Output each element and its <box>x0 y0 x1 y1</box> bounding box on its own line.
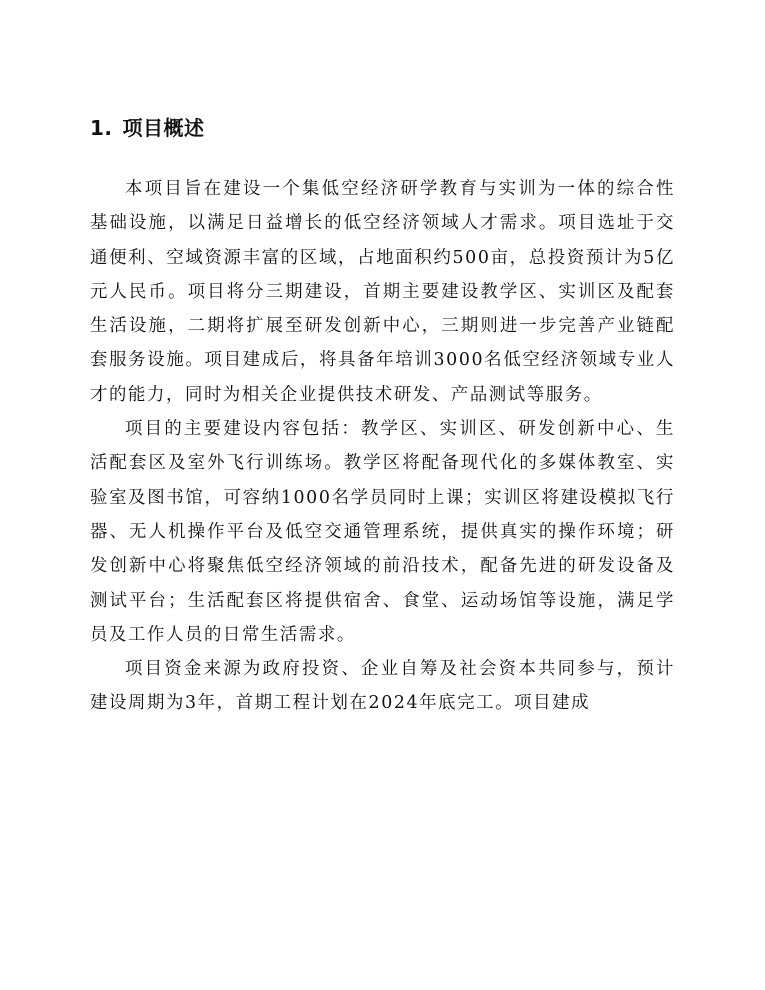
body-text <box>90 172 675 721</box>
paragraph-overview: 本项目旨在建设一个集低空经济研学教育与实训为一体的综合性基础设施，以满足日益增长的低空经济领域人才需求。项目选址于交通便利、空域资源丰富的区域，占地面积约500亩，总投资预计为5亿元人民币。项目将分三期建设，首期主要建设教学区、实训区及配套生活设施，二期将扩展至研发创新中心，三期则进一步完善产业链配套服务设施。项目建成后，将具备年培训3000名低空经济领域专业人才的能力，同时为相关企业提供技术研发、产品测试等服务。 <box>90 179 675 405</box>
section-title: 项目概述 <box>122 116 205 140</box>
section-number: 1. <box>90 116 113 140</box>
paragraph-funding: 项目资金来源为政府投资、企业自筹及社会资本共同参与，预计建设周期为3年，首期工程计划在2024年底完工。项目建成 <box>90 659 675 714</box>
section-heading <box>90 112 205 144</box>
paragraph-construction-content: 项目的主要建设内容包括：教学区、实训区、研发创新中心、生活配套区及室外飞行训练场。教学区将配备现代化的多媒体教室、实验室及图书馆，可容纳1000名学员同时上课；实训区将建设模拟飞行器、无人机操作平台及低空交通管理系统，提供真实的操作环境；研发创新中心将聚焦低空经济领域的前沿技术，配备先进的研发设备及测试平台；生活配套区将提供宿舍、食堂、运动场馆等设施，满足学员及工作人员的日常生活需求。 <box>90 419 675 645</box>
